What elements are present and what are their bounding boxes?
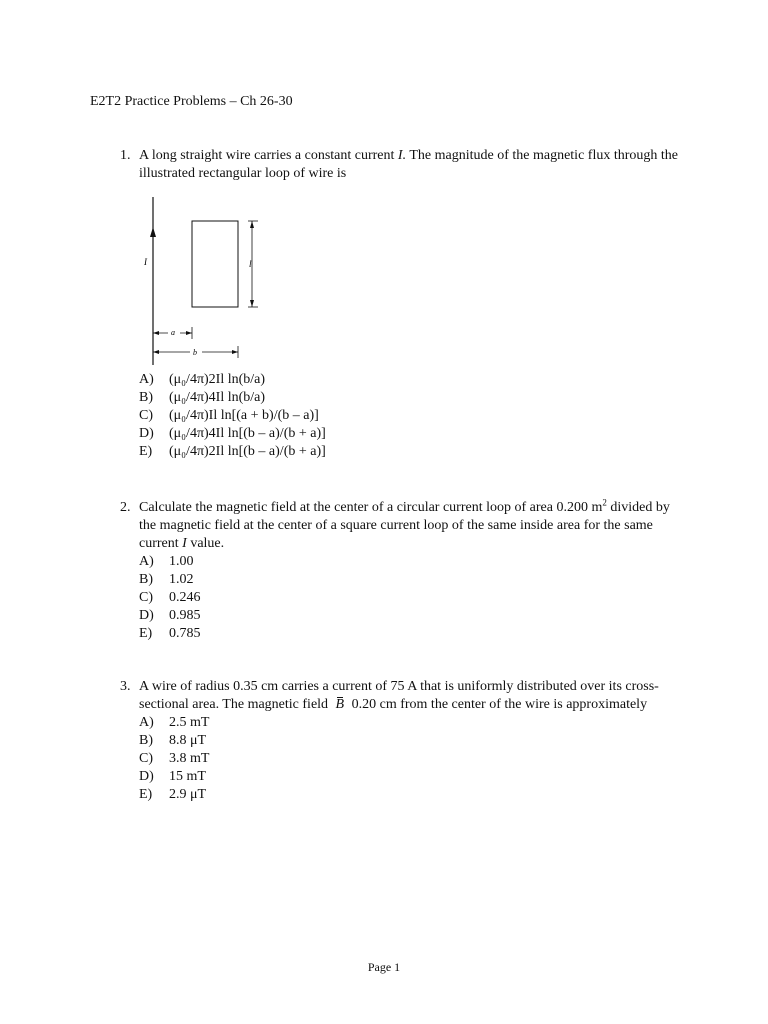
distance-a-label: a (171, 328, 175, 337)
choices-list (139, 714, 680, 804)
choice-c: C) 0.246 (139, 590, 201, 605)
problem-number: 1. (120, 148, 131, 163)
problem-stem: Calculate the magnetic field at the center of a circular current loop of area 0.200 $m^2$ divided by the magnetic field at the center of a square current loop of the same inside area for the same current I value. (139, 497, 670, 551)
choice-c: C) (μ₀/4π)Il ln[(a + b)/(b – a)] (139, 408, 319, 423)
problem-stem: A long straight wire carries a constant current I. The magnitude of the magnetic flux through the illustrated rectangular loop of wire is (139, 148, 678, 181)
choice-e: E) 2.9 μT (139, 787, 207, 802)
choice-e: E) 0.785 (139, 626, 201, 641)
choices-list (139, 553, 680, 643)
choice-b: B) 8.8 μT (139, 733, 207, 748)
distance-b-label: b (193, 348, 197, 357)
choice-b: B) 1.02 (139, 572, 194, 587)
choice-c: C) 3.8 mT (139, 751, 210, 766)
current-label: I (144, 257, 147, 267)
problem-number: 3. (120, 679, 131, 694)
choice-a: A) (μ₀/4π)2Il ln(b/a) (139, 372, 266, 387)
choice-a: A) 2.5 mT (139, 715, 210, 730)
problem-number: 2. (120, 500, 131, 515)
choice-d: D) 0.985 (139, 608, 201, 623)
problem-1 (120, 147, 680, 461)
wire-loop-diagram (120, 191, 260, 371)
page-title: E2T2 Practice Problems – Ch 26-30 (90, 94, 293, 109)
length-label: l (249, 259, 252, 269)
choice-a: A) 1.00 (139, 554, 194, 569)
problem-3 (120, 678, 680, 804)
page-number: Page 1 (367, 960, 401, 974)
problem-stem: A wire of radius 0.35 cm carries a current of 75 A that is uniformly distributed over its cross-sectional area. The magnetic field B 0.20 cm from the center of the wire is approximately (139, 679, 659, 712)
b-vector-symbol: B (335, 697, 345, 712)
choice-d: D) 15 mT (139, 769, 206, 784)
choice-d: D) (μ₀/4π)4Il ln[(b – a)/(b + a)] (139, 426, 326, 441)
choices-list (139, 371, 680, 461)
choice-e: E) (μ₀/4π)2Il ln[(b – a)/(b + a)] (139, 444, 326, 459)
problem-2 (120, 499, 680, 643)
choice-b: B) (μ₀/4π)4Il ln(b/a) (139, 390, 266, 405)
